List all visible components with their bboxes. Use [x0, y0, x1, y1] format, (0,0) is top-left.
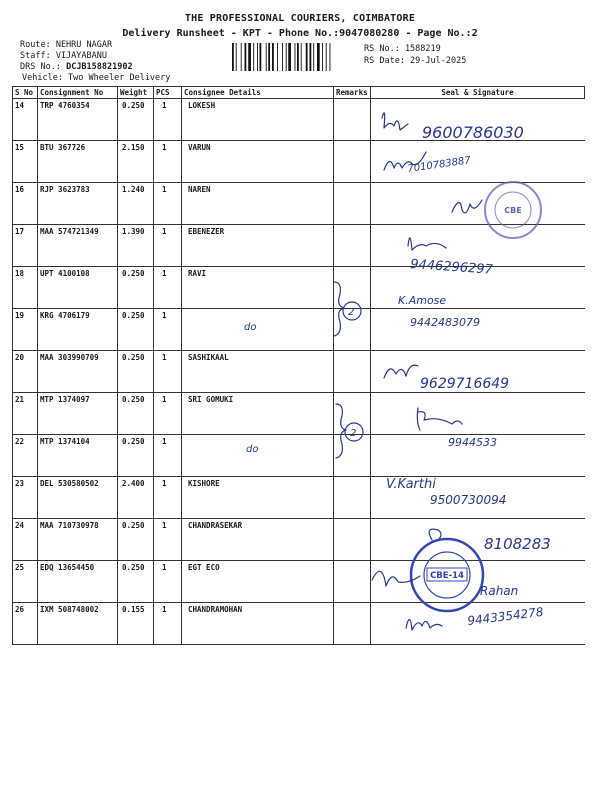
- cell-consignee-name: CHANDRASEKAR: [182, 519, 334, 561]
- cell-seal-signature: [371, 603, 585, 645]
- cell-remarks: [334, 267, 371, 309]
- cell-consignment-no: DEL 530580502: [38, 477, 118, 519]
- cell-sno: 18: [13, 267, 38, 309]
- handwritten-phone-row22: 9944533: [448, 436, 497, 449]
- table-row: [13, 435, 585, 477]
- col-pcs-header: PCS: [154, 87, 182, 99]
- cell-seal-signature: [371, 519, 585, 561]
- table-row: [13, 351, 585, 393]
- cell-remarks: [334, 435, 371, 477]
- cell-pcs: 1: [154, 561, 182, 603]
- cell-sno: 24: [13, 519, 38, 561]
- cell-pcs: 1: [154, 519, 182, 561]
- cell-seal-signature: [371, 141, 585, 183]
- table-row: [13, 561, 585, 603]
- table-row: [13, 99, 585, 141]
- handwritten-phone-row26: 9443354278: [466, 604, 545, 628]
- cell-consignment-no: KRG 4706179: [38, 309, 118, 351]
- cell-pcs: 1: [154, 267, 182, 309]
- cell-weight: 0.250: [118, 267, 154, 309]
- cell-remarks: [334, 183, 371, 225]
- delivery-table: [12, 86, 585, 645]
- handwritten-phone-row17: 9446296297: [409, 257, 494, 278]
- cell-pcs: 1: [154, 435, 182, 477]
- table-row: [13, 141, 585, 183]
- cell-pcs: 1: [154, 477, 182, 519]
- cell-weight: 0.250: [118, 393, 154, 435]
- count-mark-1: 2: [348, 307, 355, 318]
- cell-consignment-no: MAA 574721349: [38, 225, 118, 267]
- cell-weight: 0.250: [118, 309, 154, 351]
- cell-sno: 26: [13, 603, 38, 645]
- cell-weight: 1.240: [118, 183, 154, 225]
- col-weight-header: Weight: [118, 87, 154, 99]
- table-row: [13, 267, 585, 309]
- cell-seal-signature: [371, 393, 585, 435]
- table-row: [13, 603, 585, 645]
- handwritten-phone-row14: 9600786030: [422, 123, 524, 142]
- cell-weight: 0.250: [118, 99, 154, 141]
- cell-sno: 14: [13, 99, 38, 141]
- col-consignee-header: Consignee Details: [182, 87, 334, 99]
- cell-seal-signature: [371, 351, 585, 393]
- cell-weight: 0.250: [118, 435, 154, 477]
- route-text: Route: NEHRU NAGAR: [20, 40, 113, 50]
- handwritten-phone-row23: 9500730094: [430, 493, 507, 507]
- cell-consignee-name: NAREN: [182, 183, 334, 225]
- handwritten-note-row15: 7010783887: [406, 155, 472, 175]
- ditto-mark-row22: do: [246, 444, 259, 455]
- cell-sno: 20: [13, 351, 38, 393]
- cell-consignee-name: [182, 435, 334, 477]
- cell-pcs: 1: [154, 183, 182, 225]
- cell-consignment-no: BTU 367726: [38, 141, 118, 183]
- col-remarks-header: Remarks: [334, 87, 371, 99]
- cell-sno: 25: [13, 561, 38, 603]
- cell-consignment-no: MAA 710730978: [38, 519, 118, 561]
- cell-seal-signature: [371, 225, 585, 267]
- stamp2-center-text: CBE-14: [430, 571, 464, 581]
- vehicle-text: Vehicle: Two Wheeler Delivery: [22, 73, 171, 83]
- cell-seal-signature: [371, 561, 585, 603]
- cell-remarks: [334, 309, 371, 351]
- cell-remarks: [334, 393, 371, 435]
- cell-seal-signature: [371, 99, 585, 141]
- cell-sno: 15: [13, 141, 38, 183]
- stamp1-center-text: CBE: [504, 206, 522, 215]
- cell-consignment-no: IXM 508748002: [38, 603, 118, 645]
- cell-remarks: [334, 351, 371, 393]
- cell-pcs: 1: [154, 141, 182, 183]
- staff-text: Staff: VIJAYABANU: [20, 51, 107, 61]
- cell-remarks: [334, 225, 371, 267]
- cell-sno: 21: [13, 393, 38, 435]
- cell-sno: 23: [13, 477, 38, 519]
- cell-sno: 22: [13, 435, 38, 477]
- barcode-image: [232, 43, 354, 71]
- cell-consignment-no: MTP 1374104: [38, 435, 118, 477]
- table-row: [13, 183, 585, 225]
- cell-weight: 1.390: [118, 225, 154, 267]
- cell-seal-signature: [371, 267, 585, 309]
- cell-consignee-name: KISHORE: [182, 477, 334, 519]
- cell-pcs: 1: [154, 603, 182, 645]
- cell-consignment-no: MTP 1374097: [38, 393, 118, 435]
- cell-sno: 16: [13, 183, 38, 225]
- cell-remarks: [334, 141, 371, 183]
- handwritten-phone-row20: 9629716649: [420, 376, 510, 392]
- cell-seal-signature: [371, 477, 585, 519]
- cell-consignee-name: RAVI: [182, 267, 334, 309]
- cell-consignee-name: EBENEZER: [182, 225, 334, 267]
- table-row: [13, 225, 585, 267]
- cell-remarks: [334, 519, 371, 561]
- cell-weight: 0.250: [118, 561, 154, 603]
- table-row: [13, 309, 585, 351]
- cell-weight: 0.155: [118, 603, 154, 645]
- cell-sno: 19: [13, 309, 38, 351]
- ditto-mark-row19: do: [244, 322, 257, 333]
- cell-remarks: [334, 603, 371, 645]
- cell-seal-signature: [371, 309, 585, 351]
- cell-weight: 2.150: [118, 141, 154, 183]
- cell-consignee-name: EGT ECO: [182, 561, 334, 603]
- cell-remarks: [334, 99, 371, 141]
- handwritten-name-row25: Rahan: [480, 584, 519, 598]
- handwritten-signature-row23: V.Karthi: [386, 477, 436, 492]
- cell-consignee-name: SRI GOMUKI: [182, 393, 334, 435]
- cell-consignee-name: LOKESH: [182, 99, 334, 141]
- drs-value: DCJB158821902: [66, 62, 133, 72]
- cell-sno: 17: [13, 225, 38, 267]
- cell-consignment-no: TRP 4760354: [38, 99, 118, 141]
- cell-consignment-no: UPT 4100108: [38, 267, 118, 309]
- runsheet-subtitle: Delivery Runsheet - KPT - Phone No.:9047080280 - Page No.:2: [122, 28, 478, 39]
- cell-weight: 0.250: [118, 519, 154, 561]
- count-mark-2: 2: [350, 428, 357, 439]
- rs-number: RS No.: 1588219: [364, 44, 441, 54]
- table-header-row: [13, 87, 585, 99]
- cell-consignee-name: VARUN: [182, 141, 334, 183]
- cell-seal-signature: [371, 183, 585, 225]
- col-sno-header: S No: [13, 87, 38, 99]
- cell-consignee-name: SASHIKAAL: [182, 351, 334, 393]
- col-signature-header: Seal & Signature: [371, 87, 585, 99]
- cell-weight: 0.250: [118, 351, 154, 393]
- handwritten-signature-row19: K.Amose: [398, 294, 447, 307]
- cell-remarks: [334, 561, 371, 603]
- cell-consignee-name: [182, 309, 334, 351]
- rs-date: RS Date: 29-Jul-2025: [364, 56, 467, 66]
- cell-weight: 2.400: [118, 477, 154, 519]
- drs-number: [20, 62, 133, 72]
- cell-pcs: 1: [154, 99, 182, 141]
- table-row: [13, 477, 585, 519]
- cell-seal-signature: [371, 435, 585, 477]
- cell-pcs: 1: [154, 393, 182, 435]
- cell-pcs: 1: [154, 225, 182, 267]
- table-row: [13, 393, 585, 435]
- handwritten-phone-row24: 8108283: [484, 535, 551, 553]
- cell-consignment-no: MAA 303990709: [38, 351, 118, 393]
- cell-pcs: 1: [154, 351, 182, 393]
- drs-label: DRS No.:: [20, 62, 61, 72]
- col-consignment-header: Consignment No: [38, 87, 118, 99]
- company-title: THE PROFESSIONAL COURIERS, COIMBATORE: [184, 13, 416, 24]
- cell-pcs: 1: [154, 309, 182, 351]
- cell-consignee-name: CHANDRAMOHAN: [182, 603, 334, 645]
- cell-consignment-no: EDQ 13654450: [38, 561, 118, 603]
- handwritten-phone-row19: 9442483079: [410, 316, 480, 329]
- table-row: [13, 519, 585, 561]
- cell-remarks: [334, 477, 371, 519]
- cell-consignment-no: RJP 3623783: [38, 183, 118, 225]
